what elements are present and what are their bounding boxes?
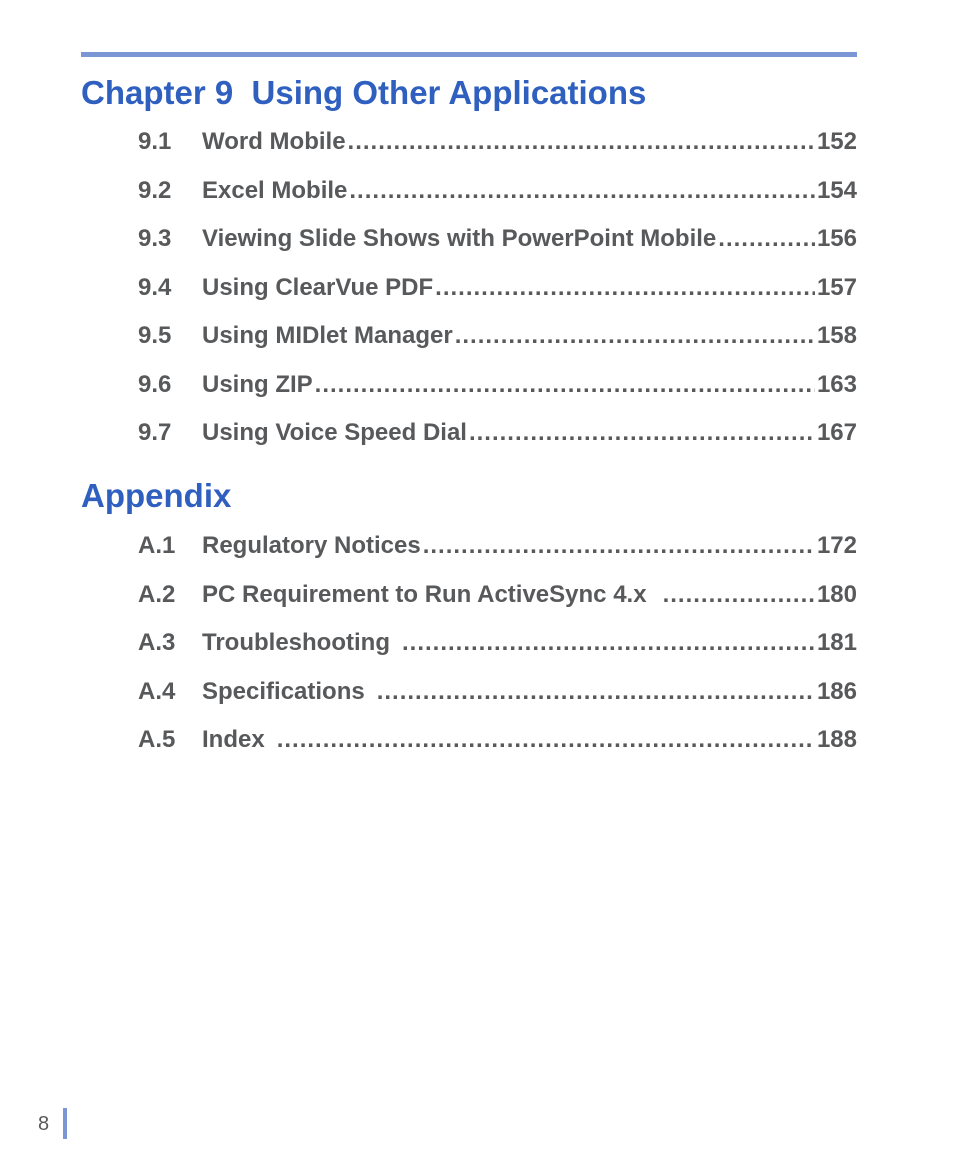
chapter-heading: Chapter 9 Using Other Applications <box>81 74 647 111</box>
toc-entry-number: A.3 <box>138 629 176 656</box>
toc-entry-number: A.4 <box>138 677 176 705</box>
toc-entry-title: Using MIDlet Manager <box>202 322 453 349</box>
toc-entry-page: 163 <box>816 370 857 398</box>
toc-entry-title: Using ClearVue PDF <box>202 273 434 301</box>
page-number-bar <box>63 1108 67 1139</box>
toc-entry-number: A.1 <box>138 532 176 559</box>
toc-entry-title: Viewing Slide Shows with PowerPoint Mobile <box>202 225 717 252</box>
toc-entry-number: 9.5 <box>138 322 172 349</box>
toc-entry-page: 157 <box>816 273 857 301</box>
toc-entry-page: 188 <box>816 726 857 753</box>
toc-entry[interactable] <box>138 628 857 677</box>
toc-entry-page: 180 <box>816 580 857 608</box>
dot-leader <box>455 321 815 351</box>
toc-entry-title: Excel Mobile <box>202 176 348 204</box>
toc-entry-title: Troubleshooting <box>202 629 390 656</box>
dot-leader <box>435 273 815 303</box>
toc-entry[interactable] <box>138 127 857 176</box>
toc-entry-page: 172 <box>816 532 857 559</box>
toc-entry-page: 167 <box>816 419 857 446</box>
toc-entry[interactable] <box>138 531 857 580</box>
toc-entry-page: 154 <box>816 176 857 204</box>
toc-entry-page: 181 <box>816 629 857 656</box>
toc-entry-number: 9.6 <box>138 370 172 398</box>
toc-entry[interactable] <box>138 677 857 726</box>
toc-entry[interactable] <box>138 725 857 774</box>
dot-leader <box>469 418 815 448</box>
toc-entry[interactable] <box>138 370 857 419</box>
toc-entry-title: Using ZIP <box>202 370 313 398</box>
dot-leader <box>663 580 815 610</box>
dot-leader <box>402 628 815 658</box>
chapter-toc-list <box>138 127 857 467</box>
toc-entry-page: 156 <box>816 225 857 252</box>
dot-leader <box>315 370 815 400</box>
toc-entry-number: A.5 <box>138 726 176 753</box>
toc-entry[interactable] <box>138 273 857 322</box>
toc-entry-page: 152 <box>816 128 857 155</box>
toc-entry-number: A.2 <box>138 580 176 608</box>
toc-entry[interactable] <box>138 224 857 273</box>
top-rule <box>81 52 857 57</box>
appendix-heading: Appendix <box>81 477 232 514</box>
page-number: 8 <box>38 1113 50 1135</box>
dot-leader <box>377 677 815 707</box>
toc-entry[interactable] <box>138 176 857 225</box>
toc-entry-number: 9.1 <box>138 128 172 155</box>
toc-entry-page: 158 <box>816 322 857 349</box>
toc-entry-title: Index <box>202 726 265 753</box>
toc-entry-number: 9.3 <box>138 225 172 252</box>
toc-entry-page: 186 <box>816 677 857 705</box>
dot-leader <box>349 176 815 206</box>
toc-entry-title: Regulatory Notices <box>202 532 421 559</box>
toc-entry-number: 9.4 <box>138 273 172 301</box>
toc-entry[interactable] <box>138 321 857 370</box>
dot-leader <box>423 531 815 561</box>
dot-leader <box>277 725 815 755</box>
toc-entry-title: Specifications <box>202 677 365 705</box>
toc-entry-number: 9.2 <box>138 176 172 204</box>
appendix-toc-list <box>138 531 857 774</box>
toc-entry-title: Using Voice Speed Dial <box>202 419 467 446</box>
dot-leader <box>348 127 815 157</box>
toc-entry[interactable] <box>138 580 857 629</box>
toc-entry-number: 9.7 <box>138 419 172 446</box>
toc-entry-title: Word Mobile <box>202 128 346 155</box>
dot-leader <box>718 224 815 254</box>
toc-entry[interactable] <box>138 418 857 467</box>
toc-entry-title: PC Requirement to Run ActiveSync 4.x <box>202 580 647 608</box>
